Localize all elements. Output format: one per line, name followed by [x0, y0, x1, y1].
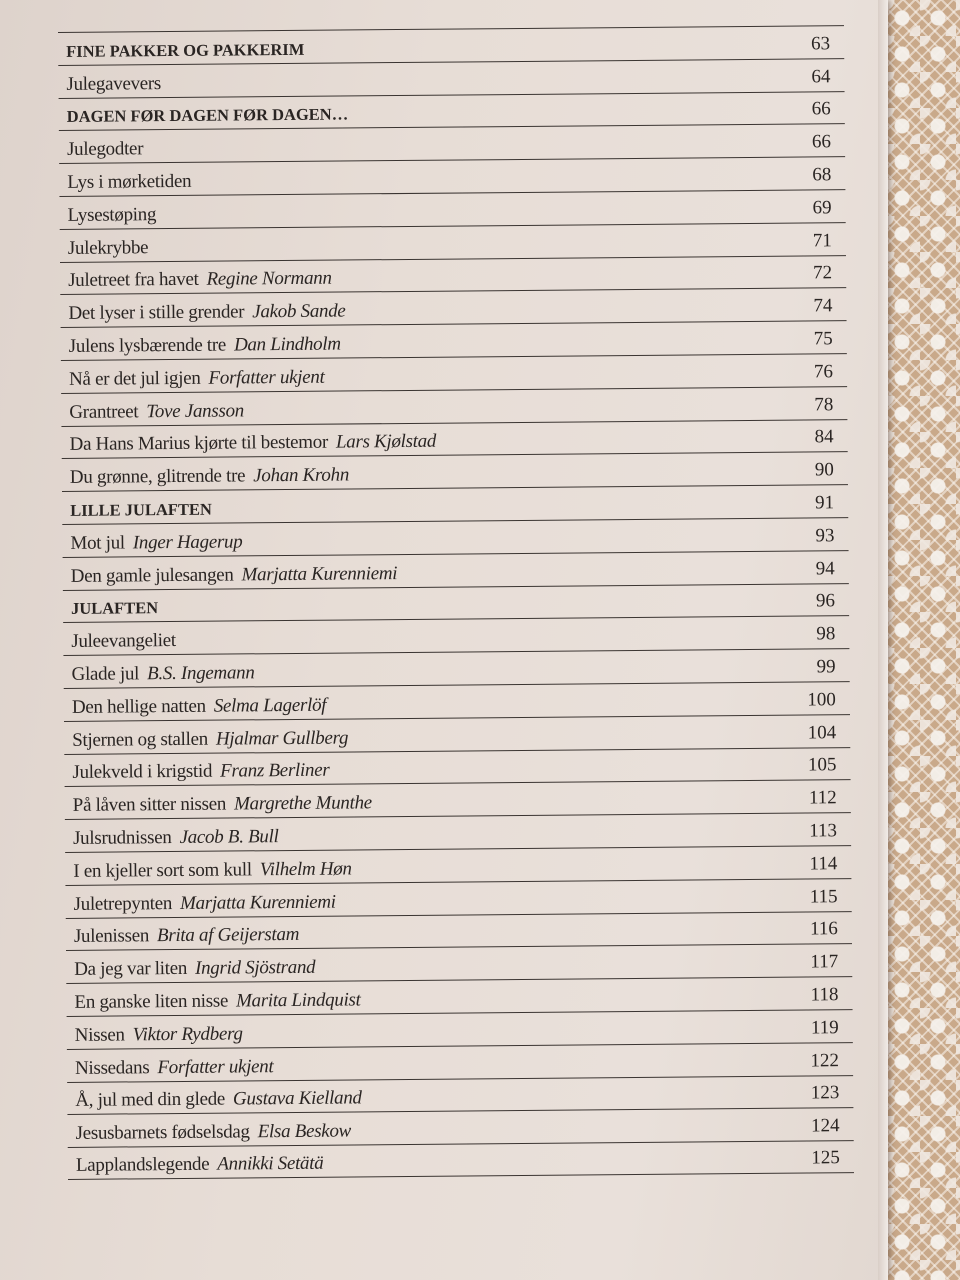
toc-author: Regine Normann: [206, 267, 332, 291]
toc-author: Lars Kjølstad: [335, 431, 437, 453]
toc-title: Lysestøping: [67, 203, 157, 226]
toc-title: I en kjeller sort som kull: [73, 859, 252, 882]
toc-entry: [68, 204, 157, 227]
toc-page-number: 116: [809, 918, 838, 940]
toc-row: [68, 1140, 854, 1180]
toc-title: En ganske liten nisse: [74, 990, 229, 1013]
toc-page-number: 71: [812, 229, 832, 251]
toc-entry: [70, 531, 242, 554]
toc-page-number: 78: [814, 393, 834, 415]
toc-title: Glade jul: [71, 663, 140, 685]
toc-page-number: 105: [807, 754, 837, 776]
toc-page-number: 66: [811, 98, 831, 120]
toc-title: Juletreet fra havet: [68, 269, 199, 292]
toc-title: Den gamle julesangen: [70, 564, 234, 587]
toc-page-number: 74: [813, 295, 833, 317]
toc-title: Juletrepynten: [73, 892, 173, 915]
toc-title: Å, jul med din glede: [75, 1088, 226, 1112]
toc-author: Jacob B. Bull: [179, 826, 279, 848]
toc-title: Julsrudnissen: [72, 826, 172, 849]
toc-entry: [73, 792, 372, 817]
toc-page-number: 99: [816, 656, 836, 678]
toc-author: Viktor Rydberg: [132, 1023, 243, 1046]
toc-page-number: 93: [815, 524, 835, 547]
toc-title: Lapplandslegende: [75, 1153, 210, 1176]
toc-author: B.S. Ingemann: [146, 662, 255, 685]
toc-page-number: 100: [807, 688, 836, 711]
toc-author: Jakob Sande: [252, 300, 346, 323]
toc-author: Brita af Geijerstam: [156, 924, 300, 947]
toc-title: På låven sitter nissen: [72, 793, 227, 817]
toc-title: Juleevangeliet: [71, 630, 176, 653]
toc-page-number: 91: [815, 492, 835, 514]
toc-author: Forfatter ukjent: [208, 366, 325, 389]
toc-title: Mot jul: [70, 532, 125, 554]
toc-entry: [74, 891, 336, 915]
toc-entry: [66, 73, 161, 96]
toc-author: Annikki Setätä: [217, 1152, 324, 1175]
toc-page-number: 94: [815, 557, 835, 579]
toc-entry: [70, 465, 349, 489]
toc-entry: [71, 563, 398, 588]
toc-entry: [74, 924, 299, 948]
toc-entry: [74, 989, 360, 1013]
lace-tablecloth: [884, 0, 960, 1280]
table-of-contents: [58, 25, 854, 1180]
toc-author: Marjatta Kurenniemi: [241, 562, 398, 585]
toc-entry: [74, 957, 315, 981]
toc-author: Johan Krohn: [253, 464, 350, 487]
toc-page-number: 63: [811, 33, 831, 55]
toc-title: Julekrybbe: [67, 236, 149, 259]
toc-author: Gustava Kielland: [232, 1087, 362, 1110]
toc-page-number: 68: [812, 164, 832, 186]
toc-entry: [73, 826, 279, 850]
toc-page-number: 69: [812, 197, 832, 219]
toc-entry: [75, 1056, 274, 1080]
toc-author: Marita Lindquist: [235, 989, 361, 1012]
toc-section-title: FINE PAKKER OG PAKKERIM: [66, 39, 305, 61]
toc-author: Tove Jansson: [146, 399, 245, 422]
toc-title: Da Hans Marius kjørte til bestemor: [69, 432, 329, 456]
toc-title: Nå er det jul igjen: [68, 367, 201, 390]
toc-title: Julegavevers: [66, 72, 162, 95]
toc-entry: [72, 760, 329, 784]
toc-page-number: 123: [810, 1082, 840, 1104]
toc-page-number: 64: [811, 65, 831, 88]
toc-page-number: 112: [808, 787, 837, 809]
toc-page-number: 114: [809, 852, 838, 875]
toc-page-number: 104: [807, 721, 837, 744]
toc-page-number: 72: [813, 262, 833, 284]
toc-entry: [76, 1153, 324, 1177]
toc-title: Julenissen: [73, 925, 150, 948]
toc-entry: [67, 171, 191, 194]
toc-entry: [76, 1121, 352, 1145]
toc-title: Den hellige natten: [71, 695, 206, 718]
toc-title: Julekveld i krigstid: [72, 761, 213, 784]
toc-entry: [68, 301, 345, 325]
toc-title: Du grønne, glitrende tre: [69, 465, 246, 489]
toc-entry: [69, 366, 325, 390]
toc-author: Vilhelm Høn: [259, 858, 352, 880]
toc-entry: [75, 1088, 362, 1112]
toc-page-number: 84: [814, 426, 834, 448]
toc-title: Julens lysbærende tre: [68, 334, 227, 357]
toc-entry: [71, 630, 176, 653]
toc-page-number: 98: [816, 623, 836, 645]
toc-author: Margrethe Munthe: [233, 792, 372, 815]
toc-entry: [72, 694, 327, 718]
toc-entry: [70, 499, 212, 522]
toc-page-number: 119: [810, 1016, 839, 1039]
toc-page-number: 115: [809, 885, 838, 907]
toc-title: Stjernen og stallen: [72, 728, 208, 751]
toc-author: Hjalmar Gullberg: [215, 727, 349, 750]
toc-author: Dan Lindholm: [233, 333, 341, 356]
toc-entry: [67, 138, 143, 161]
toc-title: Nissen: [74, 1024, 125, 1046]
toc-page-number: 113: [809, 820, 838, 842]
toc-entry: [69, 334, 341, 358]
toc-title: Grantreet: [69, 400, 139, 423]
toc-author: Selma Lagerlöf: [213, 694, 327, 717]
toc-entry: [72, 662, 255, 686]
toc-section-title: DAGEN FØR DAGEN FØR DAGEN…: [66, 104, 349, 127]
toc-section-title: LILLE JULAFTEN: [70, 499, 212, 520]
toc-page-number: 125: [811, 1147, 840, 1169]
toc-author: Forfatter ukjent: [157, 1055, 274, 1078]
toc-author: Franz Berliner: [220, 759, 330, 782]
toc-title: Da jeg var liten: [74, 958, 188, 981]
toc-title: Lys i mørketiden: [67, 170, 192, 193]
toc-page-number: 75: [813, 328, 833, 350]
toc-entry: [71, 597, 158, 620]
toc-page-number: 90: [814, 459, 834, 481]
toc-title: Nissedans: [74, 1056, 150, 1079]
toc-entry: [68, 237, 149, 260]
toc-page-number: 96: [815, 590, 836, 612]
toc-entry: [72, 727, 348, 751]
toc-page-number: 66: [811, 131, 832, 153]
toc-author: Elsa Beskow: [257, 1120, 352, 1143]
toc-entry: [69, 400, 244, 424]
page-edge: [878, 0, 888, 1280]
toc-entry: [66, 39, 304, 63]
toc-author: Marjatta Kurenniemi: [179, 891, 336, 914]
toc-author: Ingrid Sjöstrand: [194, 956, 316, 979]
toc-page-number: 118: [810, 984, 839, 1006]
toc-page-number: 124: [810, 1115, 840, 1137]
toc-page-number: 117: [810, 951, 839, 973]
toc-entry: [73, 858, 352, 882]
toc-entry: [68, 268, 332, 292]
toc-entry: [75, 1023, 243, 1046]
toc-title: Jesusbarnets fødselsdag: [75, 1121, 250, 1144]
toc-section-title: JULAFTEN: [70, 598, 159, 619]
toc-title: Julegodter: [66, 138, 144, 161]
toc-entry: [67, 104, 349, 128]
toc-entry: [70, 431, 437, 456]
toc-title: Det lyser i stille grender: [68, 301, 245, 325]
toc-author: Inger Hagerup: [132, 531, 243, 554]
toc-page-number: 76: [813, 361, 834, 383]
toc-page-number: 122: [810, 1049, 840, 1071]
